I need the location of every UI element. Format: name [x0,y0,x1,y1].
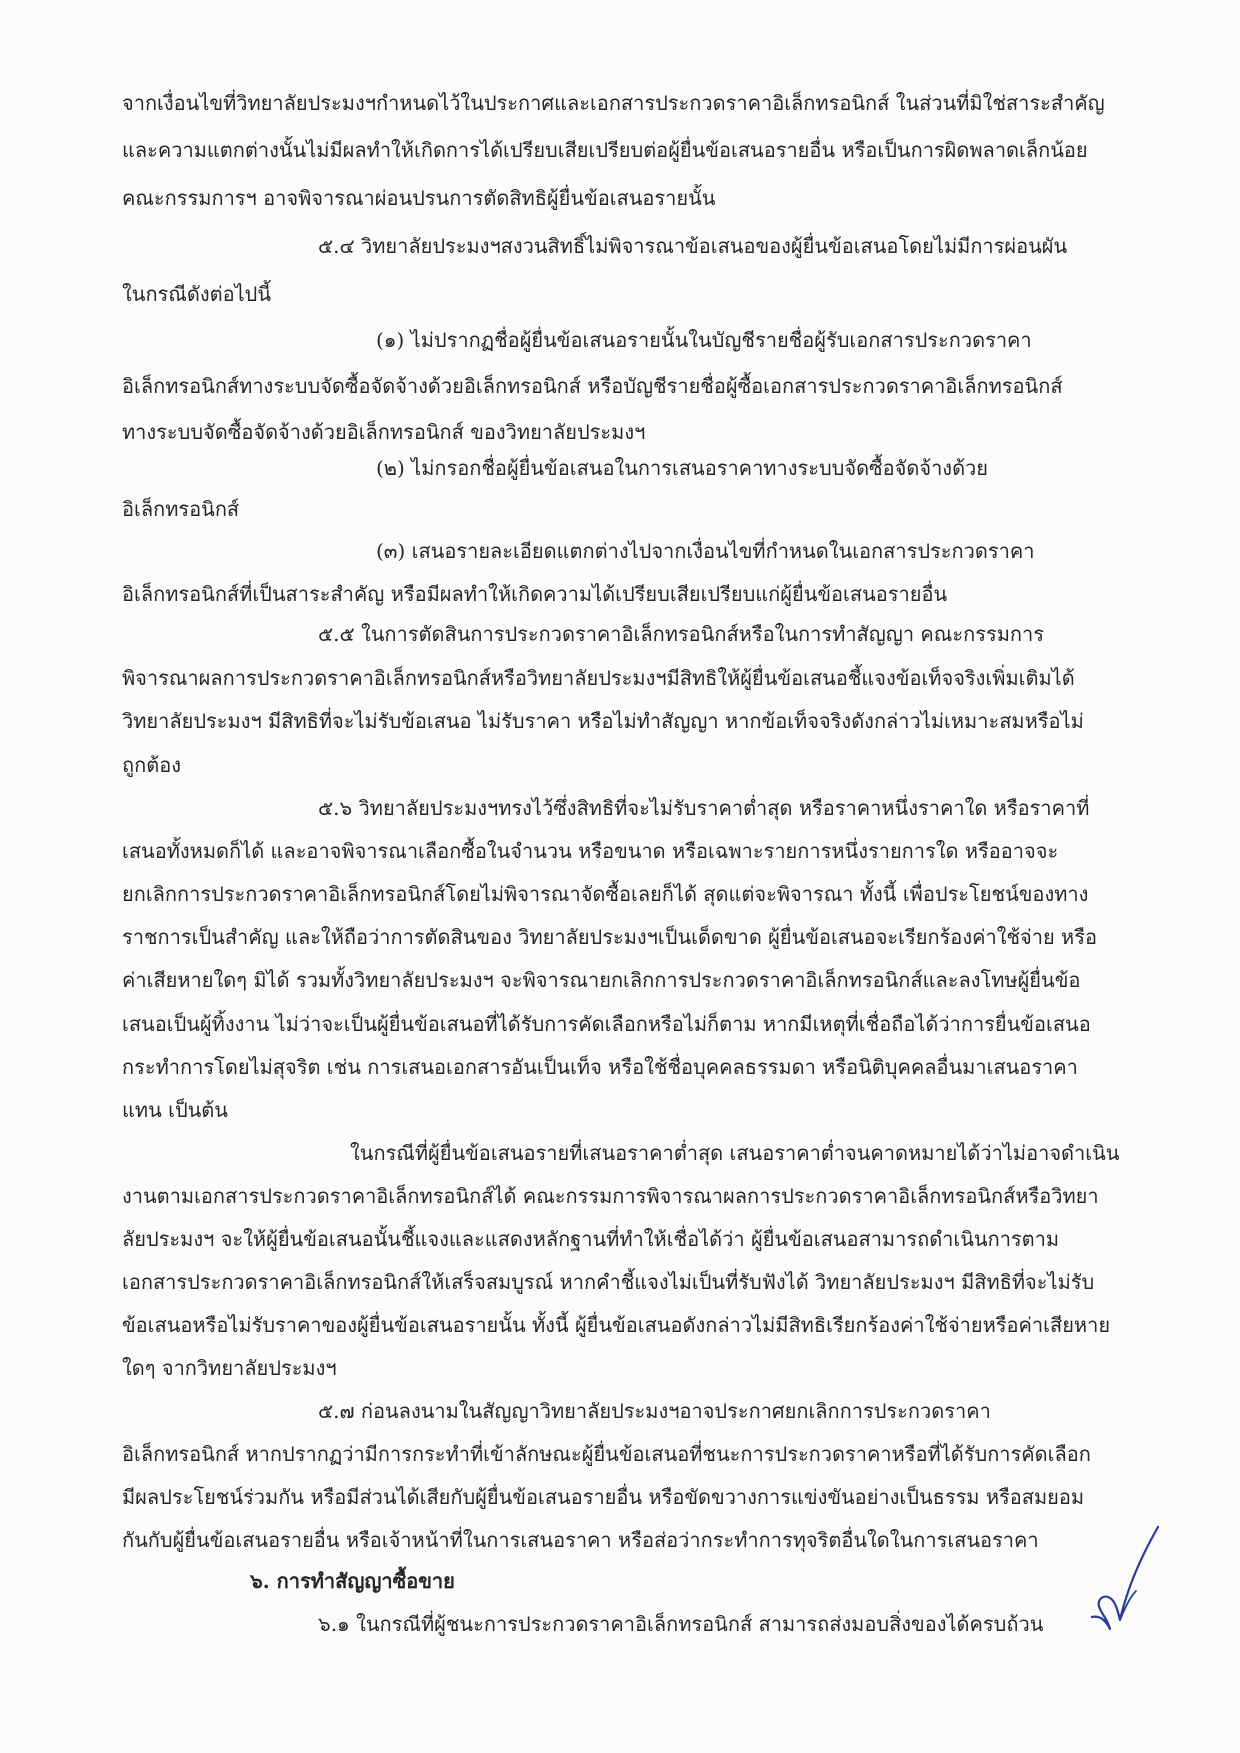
text-line: เสนอทั้งหมดก็ได้ และอาจพิจารณาเลือกซื้อในจำนวน หรือขนาด หรือเฉพาะรายการหนึ่งรายการใด หรืออาจจะ [122,839,1059,863]
text-line: ข้อเสนอหรือไม่รับราคาของผู้ยื่นข้อเสนอรายนั้น ทั้งนี้ ผู้ยื่นข้อเสนอดังกล่าวไม่มีสิทธิเรียกร้องค่าใช้จ่ายหรือค่าเสียหาย [122,1313,1111,1337]
text-line: เสนอเป็นผู้ทิ้งงาน ไม่ว่าจะเป็นผู้ยื่นข้อเสนอที่ได้รับการคัดเลือกหรือไม่ก็ตาม หากมีเหตุที่เชื่อถือได้ว่าการยื่นข้อเสนอ [122,1012,1091,1036]
text-line: ยกเลิกการประกวดราคาอิเล็กทรอนิกส์โดยไม่พิจารณาจัดซื้อเลยก็ได้ สุดแต่จะพิจารณา ทั้งนี้ เพื่อประโยชน์ของทาง [122,882,1089,906]
text-line: อิเล็กทรอนิกส์ที่เป็นสาระสำคัญ หรือมีผลทำให้เกิดความได้เปรียบเสียเปรียบแก่ผู้ยื่นข้อเสนอรายอื่น [122,582,948,606]
text-line: มีผลประโยชน์ร่วมกัน หรือมีส่วนได้เสียกับผู้ยื่นข้อเสนอรายอื่น หรือขัดขวางการแข่งขันอย่างเป็นธรรม หรือสมยอม [122,1485,1085,1509]
text-line: อิเล็กทรอนิกส์ทางระบบจัดซื้อจัดจ้างด้วยอิเล็กทรอนิกส์ หรือบัญชีรายชื่อผู้ซื้อเอกสารประกวดราคาอิเล็กทรอนิกส์ [122,374,1063,398]
text-line: ราชการเป็นสำคัญ และให้ถือว่าการตัดสินของ วิทยาลัยประมงฯเป็นเด็ดขาด ผู้ยื่นข้อเสนอจะเรียกร้องค่าใช้จ่าย หรือ [122,925,1097,949]
text-line: ๕.๗ ก่อนลงนามในสัญญาวิทยาลัยประมงฯอาจประกาศยกเลิกการประกวดราคา [318,1399,991,1423]
text-line: (๑) ไม่ปรากฏชื่อผู้ยื่นข้อเสนอรายนั้นในบัญชีรายชื่อผู้รับเอกสารประกวดราคา [376,328,1032,352]
text-line: คณะกรรมการฯ อาจพิจารณาผ่อนปรนการตัดสิทธิผู้ยื่นข้อเสนอรายนั้น [122,186,716,210]
text-line: พิจารณาผลการประกวดราคาอิเล็กทรอนิกส์หรือวิทยาลัยประมงฯมีสิทธิให้ผู้ยื่นข้อเสนอชี้แจงข้อเท็จจริงเพิ่มเติมได้ [122,666,1075,690]
text-line: ใดๆ จากวิทยาลัยประมงฯ [122,1356,337,1380]
text-line: งานตามเอกสารประกวดราคาอิเล็กทรอนิกส์ได้ คณะกรรมการพิจารณาผลการประกวดราคาอิเล็กทรอนิกส์หรือวิทยา [122,1184,1099,1208]
section-heading: ๖. การทำสัญญาซื้อขาย [250,1569,455,1593]
text-line: ค่าเสียหายใดๆ มิได้ รวมทั้งวิทยาลัยประมงฯ จะพิจารณายกเลิกการประกวดราคาอิเล็กทรอนิกส์และลงโทษผู้ยื่นข้อ [122,968,1081,992]
text-line: ถูกต้อง [122,753,181,777]
text-line: (๓) เสนอรายละเอียดแตกต่างไปจากเงื่อนไขที่กำหนดในเอกสารประกวดราคา [376,539,1035,563]
text-line: อิเล็กทรอนิกส์ หากปรากฏว่ามีการกระทำที่เข้าลักษณะผู้ยื่นข้อเสนอที่ชนะการประกวดราคาหรือที่ได้รับการคัดเลือก [122,1442,1091,1466]
text-line: อิเล็กทรอนิกส์ [122,497,240,521]
text-line: จากเงื่อนไขที่วิทยาลัยประมงฯกำหนดไว้ในประกาศและเอกสารประกวดราคาอิเล็กทรอนิกส์ ในส่วนที่มิใช่สาระสำคัญ [122,91,1105,115]
text-line: แทน เป็นต้น [122,1098,228,1122]
text-line: กระทำการโดยไม่สุจริต เช่น การเสนอเอกสารอันเป็นเท็จ หรือใช้ชื่อบุคคลธรรมดา หรือนิติบุคคลอื่นมาเสนอราคา [122,1055,1078,1079]
text-line: (๒) ไม่กรอกชื่อผู้ยื่นข้อเสนอในการเสนอราคาทางระบบจัดซื้อจัดจ้างด้วย [376,456,989,480]
text-line: ๕.๔ วิทยาลัยประมงฯสงวนสิทธิ์ไม่พิจารณาข้อเสนอของผู้ยื่นข้อเสนอโดยไม่มีการผ่อนผัน [318,234,1068,258]
text-line: ๖.๑ ในกรณีที่ผู้ชนะการประกวดราคาอิเล็กทรอนิกส์ สามารถส่งมอบสิ่งของได้ครบถ้วน [318,1612,1044,1636]
text-line: ลัยประมงฯ จะให้ผู้ยื่นข้อเสนอนั้นชี้แจงและแสดงหลักฐานที่ทำให้เชื่อได้ว่า ผู้ยื่นข้อเสนอสามารถดำเนินการตาม [122,1227,1060,1251]
text-line: กันกับผู้ยื่นข้อเสนอรายอื่น หรือเจ้าหน้าที่ในการเสนอราคา หรือส่อว่ากระทำการทุจริตอื่นใดในการเสนอราคา [122,1528,1039,1552]
signature-mark [1080,1525,1160,1635]
text-line: และความแตกต่างนั้นไม่มีผลทำให้เกิดการได้เปรียบเสียเปรียบต่อผู้ยื่นข้อเสนอรายอื่น หรือเป็นการผิดพลาดเล็กน้อย [122,138,1088,162]
text-line: ๕.๕ ในการตัดสินการประกวดราคาอิเล็กทรอนิกส์หรือในการทำสัญญา คณะกรรมการ [318,622,1044,646]
text-line: ในกรณีที่ผู้ยื่นข้อเสนอรายที่เสนอราคาต่ำสุด เสนอราคาต่ำจนคาดหมายได้ว่าไม่อาจดำเนิน [350,1141,1120,1165]
text-line: ในกรณีดังต่อไปนี้ [122,282,272,306]
text-line: เอกสารประกวดราคาอิเล็กทรอนิกส์ให้เสร็จสมบูรณ์ หากคำชี้แจงไม่เป็นที่รับฟังได้ วิทยาลัยประมงฯ มีสิทธิที่จะไม่รับ [122,1270,1095,1294]
text-line: ๕.๖ วิทยาลัยประมงฯทรงไว้ซึ่งสิทธิที่จะไม่รับราคาต่ำสุด หรือราคาหนึ่งราคาใด หรือราคาที่ [318,796,1090,820]
text-line: ทางระบบจัดซื้อจัดจ้างด้วยอิเล็กทรอนิกส์ ของวิทยาลัยประมงฯ [122,420,646,444]
text-line: วิทยาลัยประมงฯ มีสิทธิที่จะไม่รับข้อเสนอ ไม่รับราคา หรือไม่ทำสัญญา หากข้อเท็จจริงดังกล่าวไม่เหมาะสมหรือไม่ [122,709,1084,733]
